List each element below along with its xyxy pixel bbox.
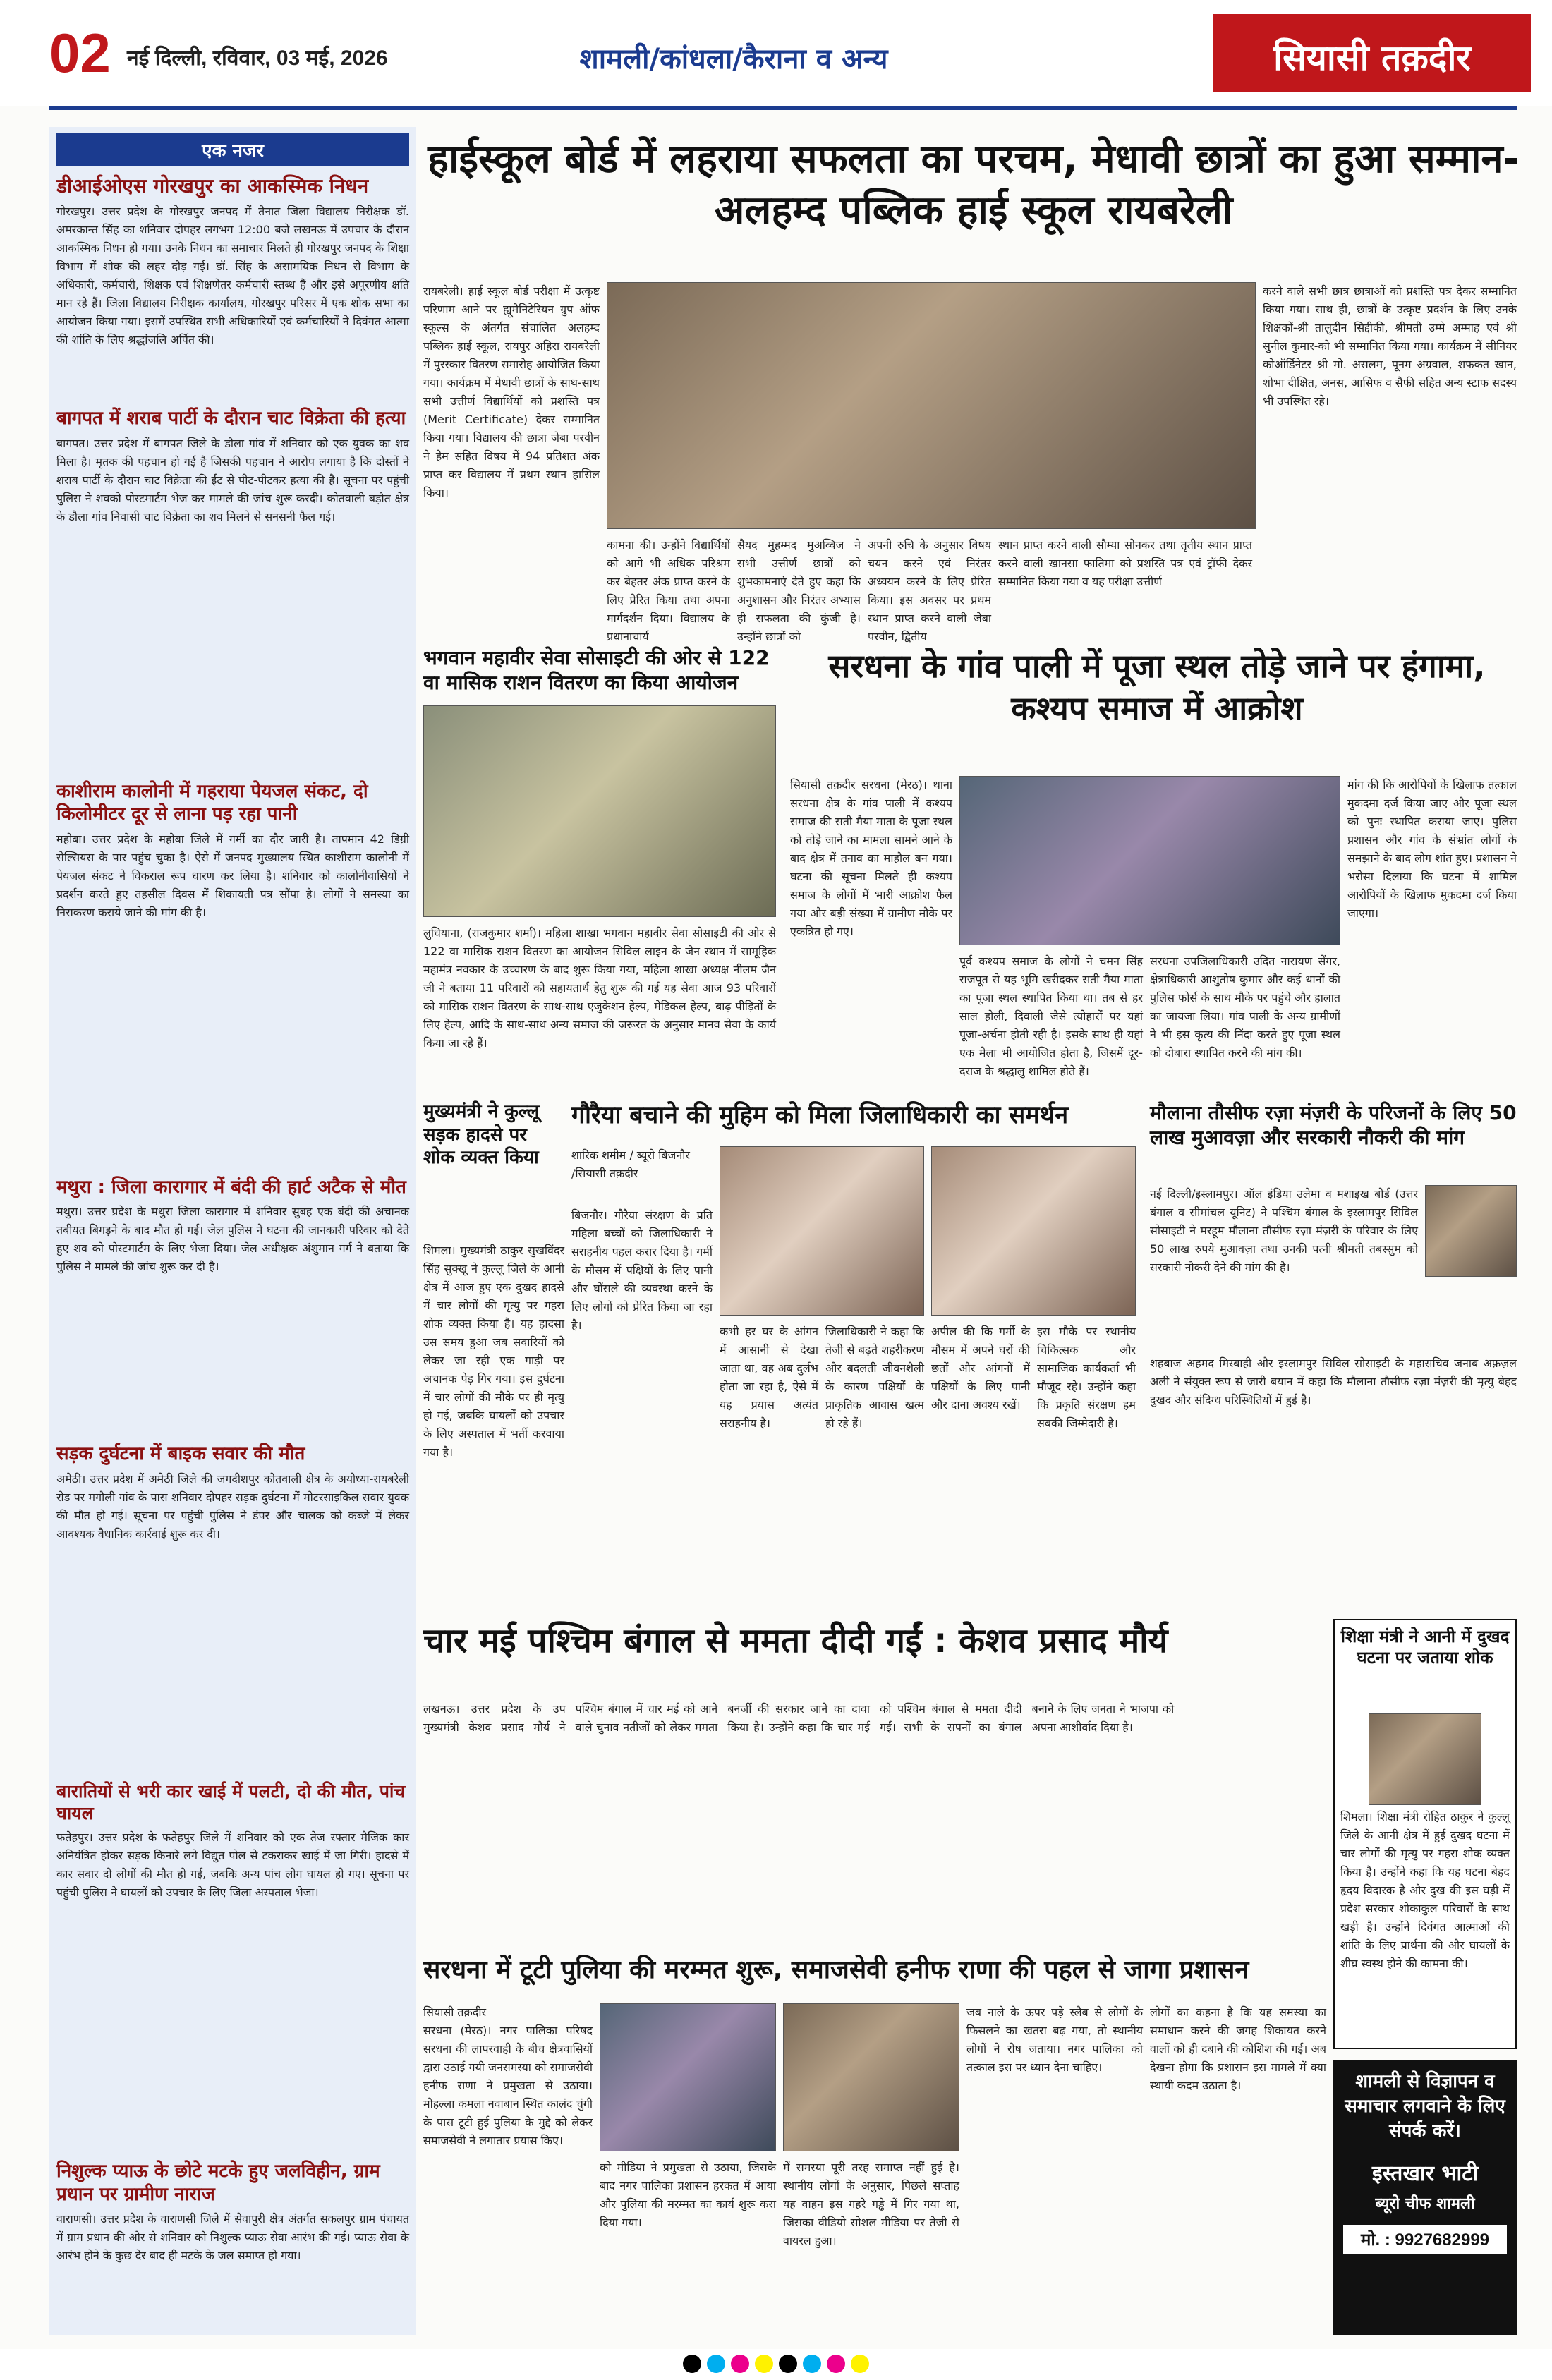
- sardhana-col4: मांग की कि आरोपियों के खिलाफ तत्काल मुकदमा दर्ज किया जाए और पूजा स्थल को पुनः स्थापित कराया जाए। पुलिस प्रशासन और गांव के संभ्रांत लोगों के समझाने के बाद लोग शांत हुए। प्रशासन ने भरोसा दिलाया कि घटना में शामिल आरोपियों के खिलाफ मुकदमा दर्ज किया जाएगा।: [1347, 778, 1517, 920]
- lead-headline: हाईस्कूल बोर्ड में लहराया सफलता का परचम, मेधावी छात्रों का हुआ सम्मान-अलहम्द पब्लिक हाई स्कूल रायबरेली: [428, 136, 1520, 233]
- hanif-col5: लोगों का कहना है कि यह समस्या का समाधान करने की जगह शिकायत करने वालों को ही दबाने की कोशिश की गई। अब देखना होगा कि प्रशासन इस मामले में क्या स्थायी कदम उठाता है।: [1150, 2005, 1326, 2092]
- article-body: फतेहपुर। उत्तर प्रदेश के फतेहपुर जिले में शनिवार को एक तेज रफ्तार मैजिक कार अनियंत्रित होकर सड़क किनारे लगे विद्युत पोल से टकराकर खाई में जा गिरी। हादसे में कार सवार दो लोगों की मौत हो गई, जबकि अन्य पांच लोग घायल हो गए। सूचना पर पहुंची पुलिस ने घायलों को उपचार के लिए जिला अस्पताल भेजा।: [56, 1830, 409, 1899]
- sparrow-col4: अपील की कि गर्मी के मौसम में अपने घरों की छतों और आंगनों में पक्षियों के लिए पानी और दाना अवश्य रखें।: [931, 1325, 1030, 1411]
- advert-box: [1333, 2060, 1517, 2335]
- ek-nazar-label: एक नजर: [56, 133, 409, 166]
- lead-col4: अपनी रुचि के अनुसार विषय चयन करने एवं निरंतर अध्ययन करने के लिए प्रेरित किया। इस अवसर पर प्रथम स्थान प्राप्त करने वाली जेबा परवीन, द्वितीय: [868, 538, 991, 643]
- hanif-photo-1: [600, 2003, 776, 2151]
- mahaveer-body: लुधियाना, (राजकुमार शर्मा)। महिला शाखा भगवान महावीर सेवा सोसाइटी की ओर से 122 वा मासिक राशन वितरण का आयोजन सिविल लाइन के जैन स्थान में सामूहिक महामंत्र नवकार के उच्चारण के बाद शुरू किया गया, महिला शाखा अध्यक्ष नीलम जैन जी ने बताया 11 परिवारों को सहायतार्थ हेतु शुरू की गई यह सेवा आज 93 परिवारों को मासिक राशन वितरण के साथ-साथ एजुकेशन हेल्प, मेडिकल हेल्प, बाढ़ पीड़ितों के लिए हेल्प, आदि के साथ-साथ अन्य समाज की जरूरत के अनुसार मानव सेवा के कार्य किया जा रहे हैं।: [423, 926, 776, 1050]
- maulana-col1: नई दिल्ली/इस्लामपुर। ऑल इंडिया उलेमा व मशाइख बोर्ड (उत्तर बंगाल व सीमांचल यूनिट) ने पश्चिम बंगाल के इस्लामपुर सिविल सोसाइटी ने मरहूम मौलाना तौसीफ रज़ा मंज़री के परिवार के लिए 50 लाख रुपये मुआवज़ा तथा उनकी पत्नी श्रीमती तबस्सुम को सरकारी नौकरी देने की मांग की है।: [1150, 1187, 1418, 1274]
- lead-col5: स्थान प्राप्त करने वाली सौम्या सोनकर तथा तृतीय स्थान प्राप्त करने वाली खानसा फातिमा को प्रशस्ति पत्र एवं ट्रॉफी देकर सम्मानित किया गया व यह परीक्षा उत्तीर्ण: [998, 538, 1252, 588]
- mahaveer-headline: भगवान महावीर सेवा सोसाइटी की ओर से 122 वा मासिक राशन वितरण का किया आयोजन: [423, 646, 770, 694]
- sardhana-col1: सियासी तक़दीर सरधना (मेरठ)। थाना सरधना क्षेत्र के गांव पाली में कश्यप समाज की सती मैया माता के पूजा स्थल को तोड़े जाने का मामला सामने आने के बाद क्षेत्र में तनाव का माहौल बन गया। घटना की सूचना मिलते ही कश्यप समाज के लोगों में भारी आक्रोश फैल गया और बड़ी संख्या में ग्रामीण मौके पर एकत्रित हो गए।: [790, 778, 952, 938]
- hanif-photo-2: [783, 2003, 959, 2151]
- lead-col6: करने वाले सभी छात्र छात्राओं को प्रशस्ति पत्र देकर सम्मानित किया गया। साथ ही, छात्रों के उत्कृष्ट प्रदर्शन के लिए उनके शिक्षकों-श्री तालुदीन सिद्दीकी, श्रीमती उम्मे अम्माह एवं श्री सुनील कुमार-को भी सम्मानित किया गया। कार्यक्रम में सीनियर कोऑर्डिनेटर श्री मो. असलम, पूनम अग्रवाल, शफकत खान, शोभा दीक्षित, अनस, आसिफ व सैफी सहित अन्य स्टाफ सदस्य भी उपस्थित रहे।: [1263, 284, 1517, 408]
- page-number: 02: [49, 22, 111, 84]
- maulana-col2: शहबाज अहमद मिस्बाही और इस्लामपुर सिविल सोसाइटी के महासचिव जनाब अफ़ज़ल अली ने संयुक्त रूप से जारी बयान में कहा कि मौलाना तौसीफ रज़ा मंज़री की मृत्यु बेहद दुखद और संदिग्ध परिस्थितियों में हुई है।: [1150, 1356, 1517, 1407]
- mahaveer-photo: [423, 705, 776, 917]
- footer-registration-marks: [0, 2349, 1552, 2380]
- article-body: वाराणसी। उत्तर प्रदेश के वाराणसी जिले में सेवापुरी क्षेत्र अंतर्गत सकलपुर ग्राम पंचायत में ग्राम प्रधान की ओर से शनिवार को निशुल्क प्याऊ सेवा आरंभ की गई। प्याऊ सेवा के आरंभ होने के कुछ देर बाद ही मटके के जल समाप्त हो गया।: [56, 2212, 409, 2262]
- registration-dot: [851, 2355, 869, 2373]
- sparrow-col2: कभी हर घर के आंगन में आसानी से देखा जाता था, वह अब दुर्लभ होता जा रहा है, ऐसे में यह प्रयास अत्यंत सराहनीय है।: [720, 1325, 818, 1430]
- cm-body: शिमला। मुख्यमंत्री ठाकुर सुखविंदर सिंह सुक्खू ने कुल्लू जिले के आनी क्षेत्र में आज हुए एक दुखद हादसे में चार लोगों की मृत्यु पर गहरा शोक व्यक्त किया है। यह हादसा उस समय हुआ जब सवारियों को लेकर जा रही एक गाड़ी पर अचानक पेड़ गिर गया। इस दुर्घटना में चार लोगों की मौके पर ही मृत्यु हो गई, जबकि घायलों को उपचार के लिए अस्पताल में भर्ती करवाया गया है।: [423, 1244, 564, 1459]
- sparrow-photo-1: [720, 1146, 924, 1316]
- advert-name: इस्तखार भाटी: [1371, 2161, 1479, 2187]
- lead-photo: [607, 282, 1256, 529]
- advert-phone: मो. : 9927682999: [1343, 2225, 1507, 2254]
- article-headline: निशुल्क प्याऊ के छोटे मटके हुए जलविहीन, ग्राम प्रधान पर ग्रामीण नाराज: [56, 2161, 380, 2205]
- edition-date: नई दिल्ली, रविवार, 03 मई, 2026: [127, 47, 388, 70]
- keshav-body: लखनऊ। उत्तर प्रदेश के उप मुख्यमंत्री केशव प्रसाद मौर्य ने पश्चिम बंगाल में चार मई को आने वाले चुनाव नतीजों को लेकर ममता बनर्जी की सरकार जाने का दावा किया है। उन्होंने कहा कि चार मई को पश्चिम बंगाल से ममता दीदी गईं। सभी के सपनों का बंगाल बनाने के लिए जनता ने भाजपा को अपना आशीर्वाद दिया है।: [423, 1702, 1175, 1734]
- sardhana-headline: सरधना के गांव पाली में पूजा स्थल तोड़े जाने पर हंगामा, कश्यप समाज में आक्रोश: [828, 647, 1486, 727]
- registration-dot: [755, 2355, 773, 2373]
- sparrow-photo-2: [931, 1146, 1136, 1316]
- shimla-box: [1333, 1619, 1517, 2049]
- shimla-photo: [1369, 1713, 1481, 1805]
- article-body: गोरखपुर। उत्तर प्रदेश के गोरखपुर जनपद में तैनात जिला विद्यालय निरीक्षक डॉ. अमरकान्त सिंह का शनिवार दोपहर लगभग 12:00 बजे लखनऊ में उपचार के दौरान आकस्मिक निधन हो गया। उनके निधन का समाचार मिलते ही गोरखपुर जनपद के शिक्षा विभाग में शोक की लहर दौड़ गई। डॉ. सिंह के असामयिक निधन से विभाग के अधिकारी, कर्मचारी, शिक्षक एवं शिक्षणेतर कर्मचारी स्तब्ध हैं और इसे अपूरणीय क्षति मान रहे हैं। जिला विद्यालय निरीक्षक कार्यालय, गोरखपुर परिसर में एक शोक सभा का आयोजन किया गया। इसमें उपस्थित सभी अधिकारियों एवं कर्मचारियों ने दिवंगत आत्मा की शांति के लिए श्रद्धांजलि अर्पित की।: [56, 205, 409, 346]
- sparrow-col1: बिजनौर। गौरैया संरक्षण के प्रति महिला बच्चों को जिलाधिकारी ने सराहनीय पहल करार दिया है। गर्मी के मौसम में पक्षियों के लिए पानी और घोंसले की व्यवस्था करने के लिए लोगों को प्रेरित किया जा रहा है।: [571, 1208, 713, 1332]
- section-title: शामली/कांधला/कैराना व अन्य: [579, 43, 888, 75]
- shimla-headline: शिक्षा मंत्री ने आनी में दुखद घटना पर जताया शोक: [1340, 1627, 1510, 1668]
- maulana-headline: मौलाना तौसीफ रज़ा मंज़री के परिजनों के लिए 50 लाख मुआवज़ा और सरकारी नौकरी की मांग: [1150, 1101, 1517, 1149]
- article-body: मथुरा। उत्तर प्रदेश के मथुरा जिला कारागार में शनिवार सुबह एक बंदी की अचानक तबीयत बिगड़ने के बाद मौत हो गई। जेल पुलिस ने घटना की जानकारी परिवार को देते हुए शव को पोस्टमार्टम के लिए भेजा दिया। जेल अधीक्षक अंशुमान गर्ग ने बताया कि पुलिस ने मामले की जांच शुरू कर दी है।: [56, 1205, 409, 1273]
- article-headline: बागपत में शराब पार्टी के दौरान चाट विक्रेता की हत्या: [56, 408, 406, 429]
- registration-dot: [779, 2355, 797, 2373]
- hanif-col4: जब नाले के ऊपर पड़े स्लैब से लोगों के फिसलने का खतरा बढ़ गया, तो स्थानीय लोगों ने रोष जताया। नगर पालिका को तत्काल इस पर ध्यान देना चाहिए।: [966, 2005, 1143, 2074]
- sparrow-headline: गौरैया बचाने की मुहिम को मिला जिलाधिकारी का समर्थन: [571, 1101, 1069, 1129]
- brand-logo: सियासी तक़दीर: [1213, 14, 1531, 92]
- hanif-col3: में समस्या पूरी तरह समाप्त नहीं हुई है। स्थानीय लोगों के अनुसार, पिछले सप्ताह यह वाहन इस गहरे गड्ढे में गिर गया था, जिसका वीडियो सोशल मीडिया पर तेजी से वायरल हुआ।: [783, 2161, 959, 2247]
- sardhana-photo: [959, 776, 1340, 945]
- lead-col3: सैयद मुहम्मद मुअव्विज ने सभी उत्तीर्ण छात्रों को शुभकामनाएं देते हुए कहा कि अनुशासन और निरंतर अभ्यास ही सफलता की कुंजी है। उन्होंने छात्रों को: [737, 538, 861, 643]
- masthead: [0, 0, 1552, 106]
- registration-dot: [683, 2355, 701, 2373]
- left-column: [49, 127, 416, 2335]
- article-body: महोबा। उत्तर प्रदेश के महोबा जिले में गर्मी का दौर जारी है। तापमान 42 डिग्री सेल्सियस के पार पहुंच चुका है। ऐसे में जनपद मुख्यालय स्थित काशीराम कालोनी में पेयजल संकट ने विकराल रूप धारण कर लिया है। शनिवार को कालोनीवासियों ने प्रदर्शन करते हुए तहसील दिवस में शिकायती पत्र सौंपा है। लोगों ने समस्या का निराकरण कराये जाने की मांग की है।: [56, 832, 409, 919]
- article-headline: डीआईओएस गोरखपुर का आकस्मिक निधन: [56, 174, 369, 198]
- hanif-col1: सियासी तक़दीर सरधना (मेरठ)। नगर पालिका परिषद सरधना की लापरवाही के बीच क्षेत्रवासियों द्वारा उठाई गयी जनसमस्या को समाजसेवी हनीफ राणा ने प्रमुखता से उठाया। मोहल्ला कमला नवाबान स्थित कालंद चुंगी के पास टूटी हुई पुलिया के मुद्दे को लेकर समाजसेवी ने लगातार प्रयास किए।: [423, 2005, 593, 2147]
- article-body: बागपत। उत्तर प्रदेश में बागपत जिले के डौला गांव में शनिवार को एक युवक का शव मिला है। मृतक की पहचान हो गई है जिसकी पहचान ने आरोप लगाया है कि दोस्तों ने शराब पार्टी के दौरान चाट विक्रेता की ईंट से पीट-पीटकर हत्या की है। सूचना पर पहुंची पुलिस ने शवको पोस्टमार्टम भेज कर मामले की जांच शुरू करदी। कोतवाली बड़ौत क्षेत्र के डौला गांव निवासी चाट विक्रेता का शव मिलने से सनसनी फैल गई।: [56, 436, 409, 523]
- header-rule: [49, 106, 1517, 110]
- article-headline: मथुरा : जिला कारागार में बंदी की हार्ट अटैक से मौत: [56, 1176, 406, 1198]
- advert-text: शामली से विज्ञापन व समाचार लगवाने के लिए संपर्क करें।: [1345, 2071, 1505, 2142]
- article-body: अमेठी। उत्तर प्रदेश में अमेठी जिले की जगदीशपुर कोतवाली क्षेत्र के अयोध्या-रायबरेली रोड पर मगौली गांव के पास शनिवार दोपहर सड़क दुर्घटना में मोटरसाइकिल सवार युवक की मौत हो गई। सूचना पर पहुंची पुलिस ने डंपर और चालक को कब्जे में लेकर आवश्यक वैधानिक कार्रवाई शुरू कर दी।: [56, 1471, 409, 1541]
- sardhana-col2: पूर्व कश्यप समाज के लोगों ने चमन सिंह राजपूत से यह भूमि खरीदकर सती मैया माता का पूजा स्थल स्थापित किया था। तब से हर साल होली, दिवाली जैसे त्योहारों पर यहां पूजा-अर्चना होती रही है। इसके साथ ही यहां एक मेला भी आयोजित होता है, जिसमें दूर-दराज के श्रद्धालु शामिल होते हैं।: [959, 954, 1143, 1078]
- sparrow-col3: जिलाधिकारी ने कहा कि तेजी से बढ़ते शहरीकरण और बदलती जीवनशैली के कारण पक्षियों के प्राकृतिक आवास खत्म हो रहे हैं।: [825, 1325, 924, 1430]
- registration-dot: [731, 2355, 749, 2373]
- article-headline: बारातियों से भरी कार खाई में पलटी, दो की मौत, पांच घायल: [56, 1780, 406, 1823]
- sparrow-col5: इस मौके पर स्थानीय चिकित्सक और सामाजिक कार्यकर्ता भी मौजूद रहे। उन्होंने कहा कि प्रकृति संरक्षण हम सबकी जिम्मेदारी है।: [1037, 1325, 1136, 1430]
- hanif-col2: को मीडिया ने प्रमुखता से उठाया, जिसके बाद नगर पालिका प्रशासन हरकत में आया और पुलिया की मरम्मत का कार्य शुरू करा दिया गया।: [600, 2161, 776, 2229]
- shimla-body: शिमला। शिक्षा मंत्री रोहित ठाकुर ने कुल्लू जिले के आनी क्षेत्र में हुई दुखद घटना में चार लोगों की मृत्यु पर गहरा शोक व्यक्त किया है। उन्होंने कहा कि यह घटना बेहद हृदय विदारक है और दुख की इस घड़ी में प्रदेश सरकार शोकाकुल परिवारों के साथ खड़ी है। उन्होंने दिवंगत आत्माओं की शांति के लिए प्रार्थना की और घायलों के शीघ्र स्वस्थ होने की कामना की।: [1340, 1810, 1510, 1970]
- lead-col2: कामना की। उन्होंने विद्यार्थियों को आगे भी अधिक परिश्रम कर बेहतर अंक प्राप्त करने के लिए प्रेरित किया तथा अपना मार्गदर्शन दिया। विद्यालय के प्रधानाचार्य: [607, 538, 730, 643]
- lead-col1: रायबरेली। हाई स्कूल बोर्ड परीक्षा में उत्कृष्ट परिणाम आने पर ह्यूमैनिटेरियन ग्रुप ऑफ स्कूल्स के अंतर्गत संचालित अलहम्द पब्लिक हाई स्कूल, रायपुर अहिरा रायबरेली में पुरस्कार वितरण समारोह आयोजित किया गया। कार्यक्रम में मेधावी छात्रों के साथ-साथ सभी उत्तीर्ण विद्यार्थियों को प्रशस्ति पत्र (Merit Certificate) देकर सम्मानित किया गया। विद्यालय की छात्रा जेबा परवीन ने हेम सहित विषय में 94 प्रतिशत अंक प्राप्त कर विद्यालय में प्रथम स्थान हासिल किया।: [423, 284, 600, 499]
- keshav-headline: चार मई पश्चिम बंगाल से ममता दीदी गईं : केशव प्रसाद मौर्य: [423, 1621, 1168, 1660]
- sardhana-col3: सरधना उपजिलाधिकारी उदित नारायण सेंगर, क्षेत्राधिकारी आशुतोष कुमार और कई थानों की पुलिस फोर्स के साथ मौके पर पहुंचे और हालात का जायजा लिया। गांव पाली के अन्य ग्रामीणों ने भी इस कृत्य की निंदा करते हुए पूजा स्थल को दोबारा स्थापित करने की मांग की।: [1150, 954, 1340, 1060]
- registration-dot: [803, 2355, 821, 2373]
- sparrow-byline: शारिक शमीम / ब्यूरो बिजनौर /सियासी तक़दीर: [571, 1148, 690, 1180]
- hanif-headline: सरधना में टूटी पुलिया की मरम्मत शुरू, समाजसेवी हनीफ राणा की पहल से जागा प्रशासन: [423, 1955, 1249, 1984]
- maulana-photo: [1425, 1185, 1517, 1277]
- cm-headline: मुख्यमंत्री ने कुल्लू सड़क हादसे पर शोक व्यक्त किया: [423, 1101, 540, 1168]
- article-headline: सड़क दुर्घटना में बाइक सवार की मौत: [56, 1443, 305, 1464]
- advert-title: ब्यूरो चीफ शामली: [1375, 2195, 1475, 2214]
- registration-dot: [827, 2355, 845, 2373]
- article-headline: काशीराम कालोनी में गहराया पेयजल संकट, दो किलोमीटर दूर से लाना पड़ रहा पानी: [56, 780, 368, 825]
- registration-dot: [707, 2355, 725, 2373]
